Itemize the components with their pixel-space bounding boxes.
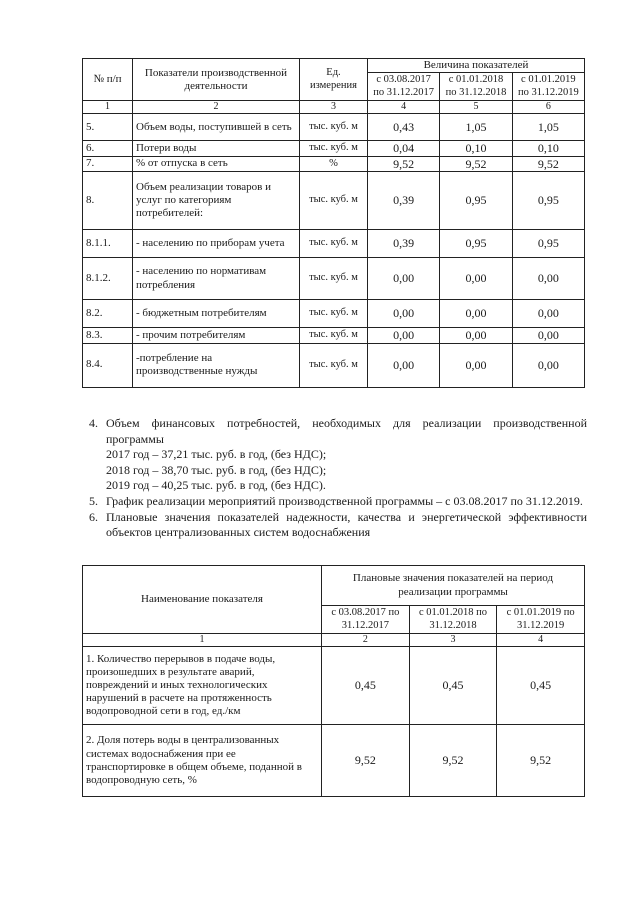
row-value-2017: 9,52 xyxy=(322,725,410,797)
row-num: 8.4. xyxy=(83,343,133,387)
header-plan-group: Плановые значения показателей на период реализации программы xyxy=(322,566,585,606)
header-period-2017: с 03.08.2017 по 31.12.2017 xyxy=(368,73,440,101)
row-value-2018: 0,45 xyxy=(409,647,497,725)
row-value-2019: 0,45 xyxy=(497,647,585,725)
row-num: 7. xyxy=(83,156,133,171)
table-row xyxy=(83,114,585,141)
note-item-5 xyxy=(89,494,587,510)
row-num: 8.3. xyxy=(83,328,133,343)
index-cell: 3 xyxy=(300,101,368,114)
row-value-2019: 9,52 xyxy=(512,156,584,171)
row-value-2017: 9,52 xyxy=(368,156,440,171)
row-name: 1. Количество перерывов в подаче воды, произошедших в результате аварий, повреждений и иных технологических нарушений в расчете на протяженность водопроводной сети в год, ед./км xyxy=(83,647,322,725)
row-value-2017: 0,39 xyxy=(368,172,440,230)
row-name: - населению по приборам учета xyxy=(133,230,300,258)
index-cell: 2 xyxy=(322,634,410,647)
row-name: -потребление на производственные нужды xyxy=(133,343,300,387)
row-value-2019: 0,00 xyxy=(512,258,584,300)
note-item-4 xyxy=(89,416,587,447)
row-name: % от отпуска в сеть xyxy=(133,156,300,171)
row-value-2017: 0,00 xyxy=(368,328,440,343)
table-row xyxy=(83,172,585,230)
row-unit: тыс. куб. м xyxy=(300,230,368,258)
row-value-2017: 0,00 xyxy=(368,258,440,300)
row-value-2018: 0,00 xyxy=(440,258,512,300)
index-cell: 2 xyxy=(133,101,300,114)
note-text: График реализации мероприятий производственной программы – с 03.08.2017 по 31.12.2019. xyxy=(106,493,583,508)
index-cell: 1 xyxy=(83,101,133,114)
reliability-indicators-table xyxy=(82,565,585,797)
index-cell: 4 xyxy=(497,634,585,647)
row-name: Объем реализации товаров и услуг по категориям потребителей: xyxy=(133,172,300,230)
row-value-2017: 0,00 xyxy=(368,343,440,387)
row-value-2018: 1,05 xyxy=(440,114,512,141)
notes-section xyxy=(89,416,587,541)
table-row xyxy=(83,647,585,725)
row-value-2019: 0,00 xyxy=(512,343,584,387)
header-unit: Ед. измерения xyxy=(300,59,368,101)
row-num: 8.1.2. xyxy=(83,258,133,300)
table-row xyxy=(83,258,585,300)
row-value-2017: 0,43 xyxy=(368,114,440,141)
note-text: Объем финансовых потребностей, необходимых для реализации производственной программы xyxy=(106,416,587,446)
row-value-2019: 0,00 xyxy=(512,300,584,328)
row-unit: тыс. куб. м xyxy=(300,300,368,328)
table-row xyxy=(83,725,585,797)
production-indicators-table xyxy=(82,58,585,388)
row-name: - бюджетным потребителям xyxy=(133,300,300,328)
note-item-6 xyxy=(89,510,587,541)
header-name: Наименование показателя xyxy=(83,566,322,634)
table-row xyxy=(83,141,585,156)
index-cell: 3 xyxy=(409,634,497,647)
index-cell: 5 xyxy=(440,101,512,114)
header-period-2018: с 01.01.2018 по 31.12.2018 xyxy=(409,606,497,634)
row-name: - прочим потребителям xyxy=(133,328,300,343)
row-name: Объем воды, поступившей в сеть xyxy=(133,114,300,141)
row-value-2019: 0,00 xyxy=(512,328,584,343)
row-name: 2. Доля потерь воды в централизованных системах водоснабжения при ее транспортировке в общем объеме, поданной в водопроводную сеть, % xyxy=(83,725,322,797)
row-value-2018: 0,00 xyxy=(440,343,512,387)
header-num: № п/п xyxy=(83,59,133,101)
row-value-2017: 0,45 xyxy=(322,647,410,725)
budget-line-2018: 2018 год – 38,70 тыс. руб. в год, (без НДС); xyxy=(106,462,327,477)
row-value-2019: 1,05 xyxy=(512,114,584,141)
row-num: 8.1.1. xyxy=(83,230,133,258)
row-value-2019: 9,52 xyxy=(497,725,585,797)
index-cell: 6 xyxy=(512,101,584,114)
row-unit: тыс. куб. м xyxy=(300,141,368,156)
table-row xyxy=(83,300,585,328)
row-unit: тыс. куб. м xyxy=(300,258,368,300)
row-value-2019: 0,95 xyxy=(512,230,584,258)
row-value-2019: 0,95 xyxy=(512,172,584,230)
row-value-2018: 0,95 xyxy=(440,230,512,258)
table-row xyxy=(83,343,585,387)
row-num: 5. xyxy=(83,114,133,141)
header-period-2019: с 01.01.2019 по 31.12.2019 xyxy=(512,73,584,101)
row-value-2017: 0,39 xyxy=(368,230,440,258)
header-indicator: Показатели производственной деятельности xyxy=(133,59,300,101)
row-name: Потери воды xyxy=(133,141,300,156)
index-cell: 4 xyxy=(368,101,440,114)
row-unit: тыс. куб. м xyxy=(300,343,368,387)
row-value-2017: 0,04 xyxy=(368,141,440,156)
note-number: 4. xyxy=(89,416,98,430)
header-values-group: Величина показателей xyxy=(368,59,585,73)
row-unit: тыс. куб. м xyxy=(300,328,368,343)
row-value-2018: 0,00 xyxy=(440,300,512,328)
row-name: - населению по нормативам потребления xyxy=(133,258,300,300)
index-row xyxy=(83,101,585,114)
row-unit: тыс. куб. м xyxy=(300,172,368,230)
table-row xyxy=(83,328,585,343)
row-value-2018: 0,10 xyxy=(440,141,512,156)
row-num: 8. xyxy=(83,172,133,230)
row-value-2018: 9,52 xyxy=(440,156,512,171)
row-value-2017: 0,00 xyxy=(368,300,440,328)
header-period-2017: с 03.08.2017 по 31.12.2017 xyxy=(322,606,410,634)
table-row xyxy=(83,156,585,171)
row-unit: % xyxy=(300,156,368,171)
index-cell: 1 xyxy=(83,634,322,647)
row-value-2018: 0,00 xyxy=(440,328,512,343)
note-number: 6. xyxy=(89,509,98,524)
index-row xyxy=(83,634,585,647)
row-value-2018: 9,52 xyxy=(409,725,497,797)
header-period-2018: с 01.01.2018 по 31.12.2018 xyxy=(440,73,512,101)
row-num: 6. xyxy=(83,141,133,156)
budget-line-2017: 2017 год – 37,21 тыс. руб. в год, (без НДС); xyxy=(106,447,327,462)
row-num: 8.2. xyxy=(83,300,133,328)
row-value-2018: 0,95 xyxy=(440,172,512,230)
note-text: Плановые значения показателей надежности, качества и энергетической эффективности объектов централизованных систем водоснабжения xyxy=(106,509,587,540)
note-number: 5. xyxy=(89,493,98,508)
row-value-2019: 0,10 xyxy=(512,141,584,156)
row-unit: тыс. куб. м xyxy=(300,114,368,141)
header-period-2019: с 01.01.2019 по 31.12.2019 xyxy=(497,606,585,634)
budget-line-2019: 2019 год – 40,25 тыс. руб. в год, (без НДС). xyxy=(106,478,326,493)
table-row xyxy=(83,230,585,258)
